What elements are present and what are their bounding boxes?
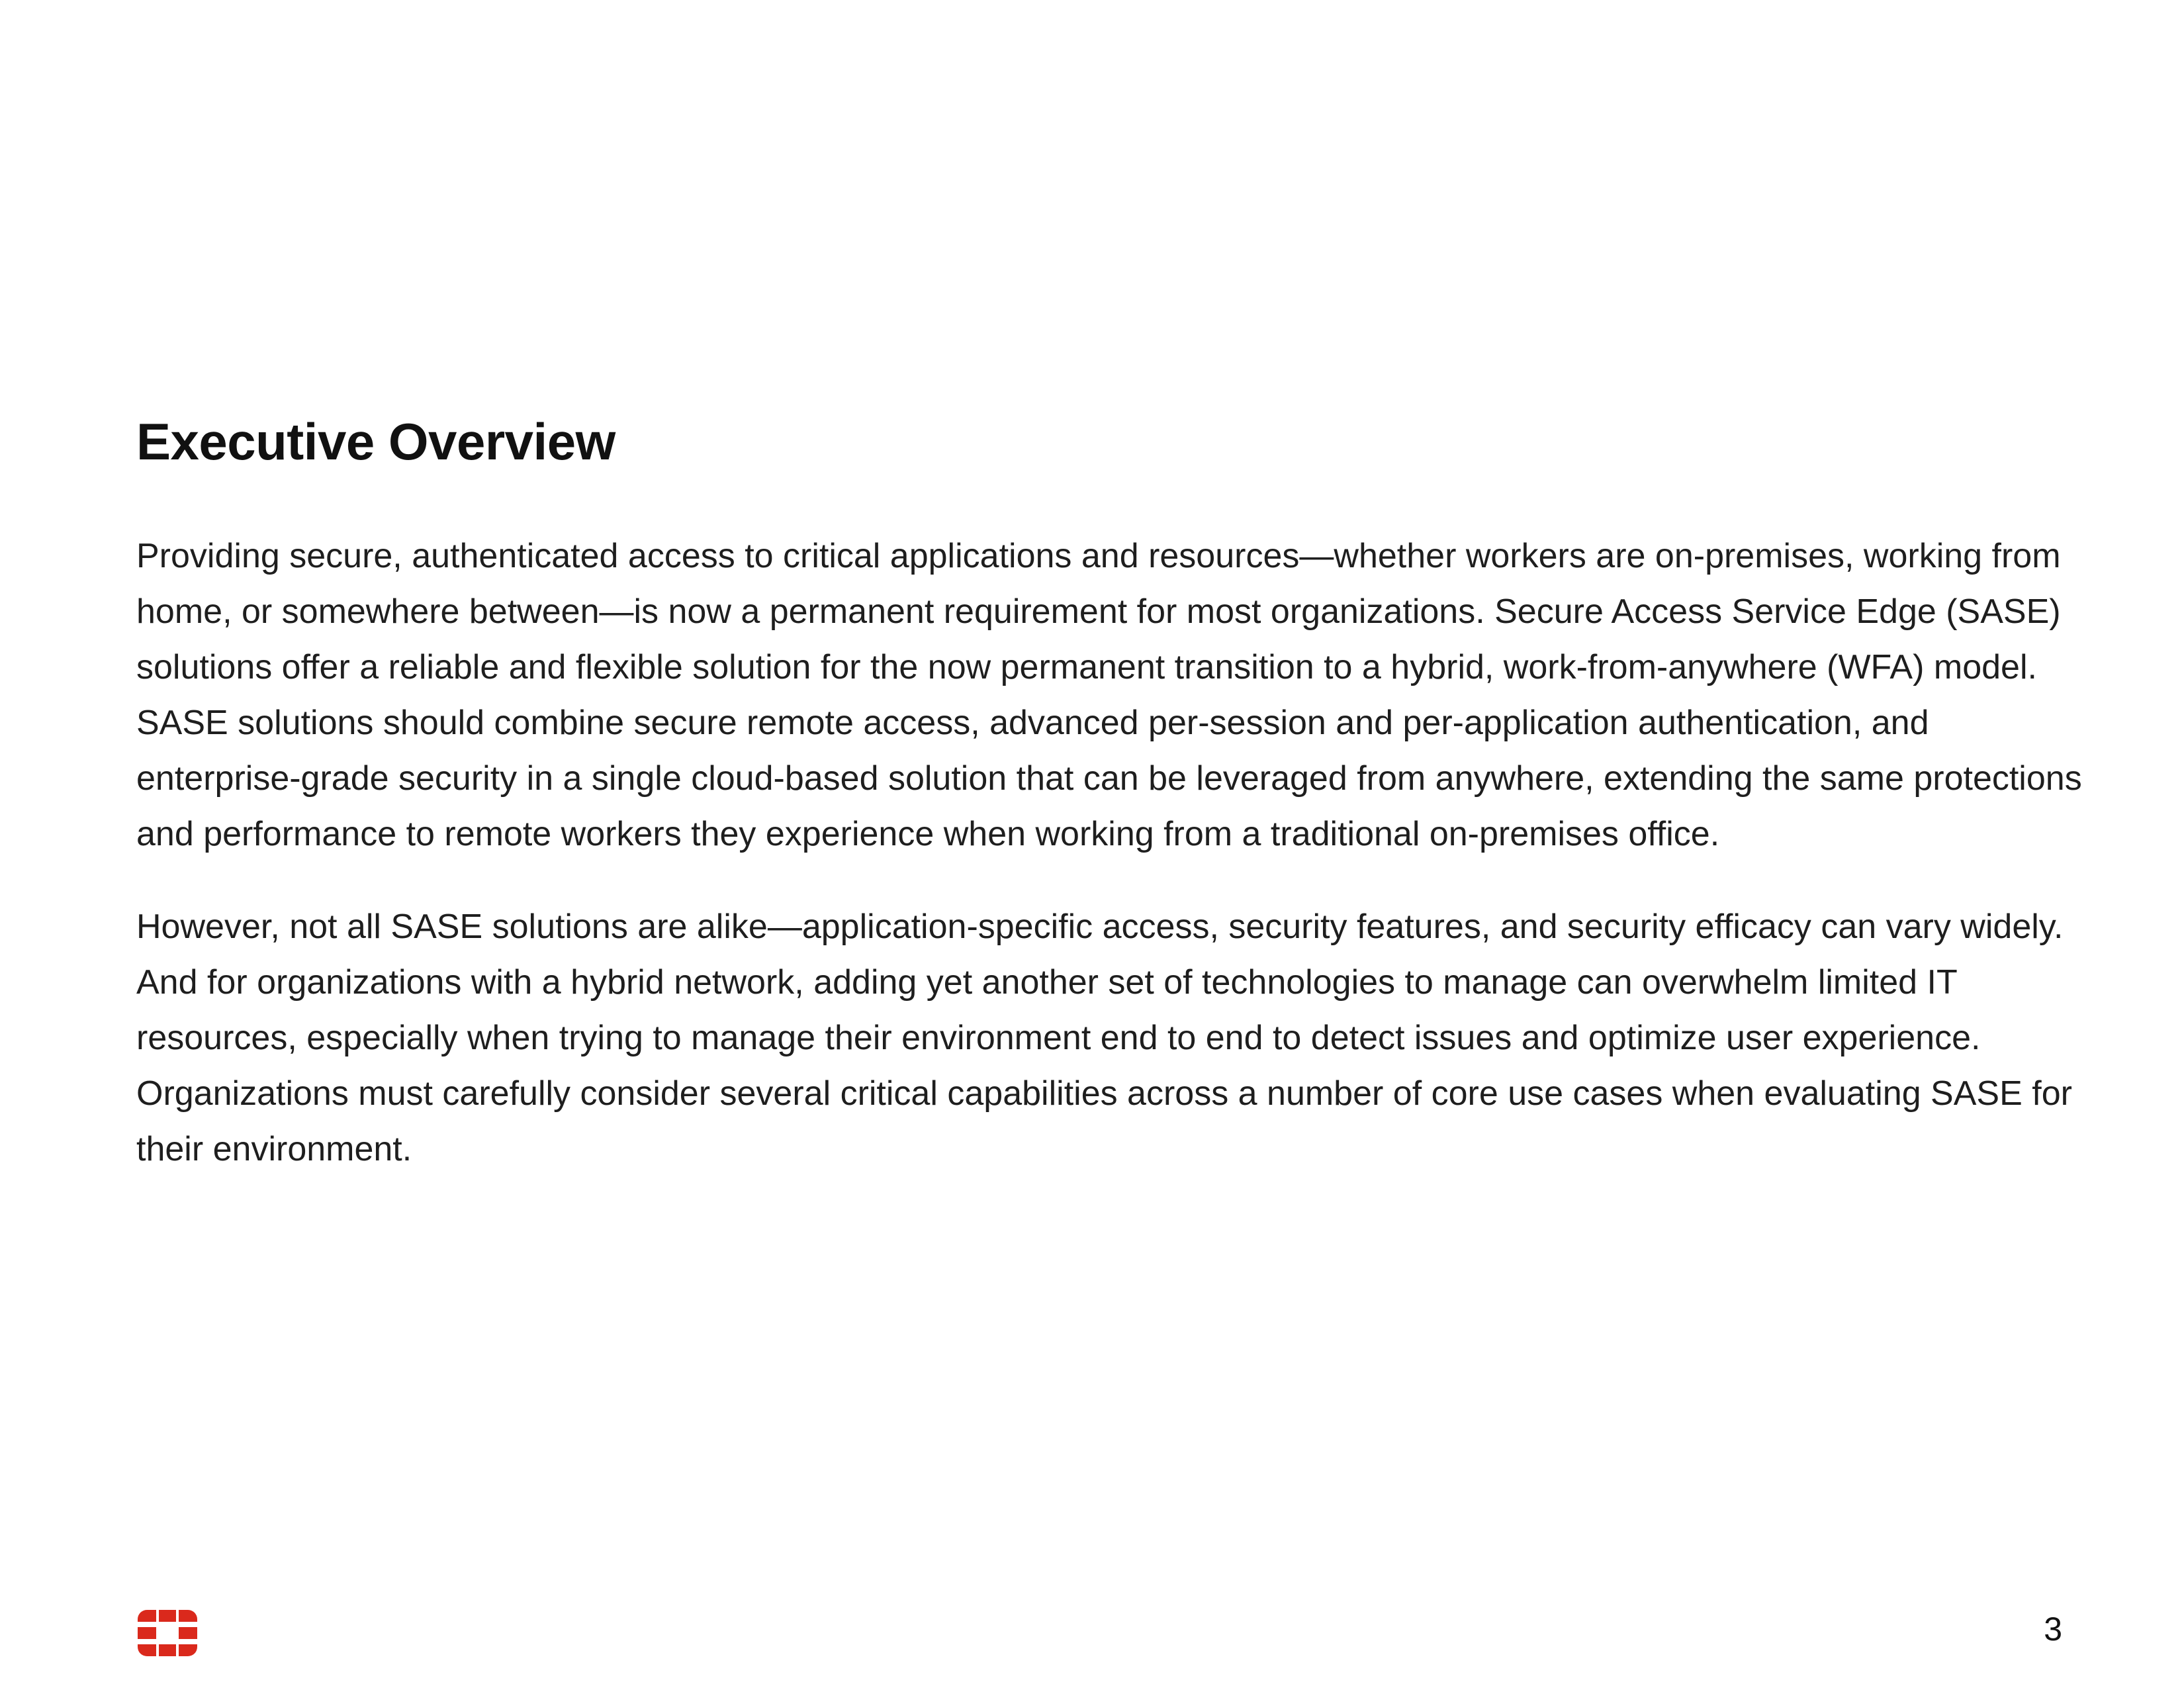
- page-number: 3: [2044, 1611, 2062, 1648]
- fortinet-logo-icon: [136, 1610, 199, 1656]
- paragraph-intro: Providing secure, authenticated access to critical applications and resources—whether workers are on-premises, working from home, or somewhere between—is now a permanent requirement for most organizations. Secure Access Service Edge (SASE) solutions offer a reliable and flexible solution for the now permanent transition to a hybrid, work-from-anywhere (WFA) model. SASE solutions should combine secure remote access, advanced per-session and per-application authentication, and enterprise-grade security in a single cloud-based solution that can be leveraged from anywhere, extending the same protections and performance to remote workers they experience when working from a traditional on-premises office.: [136, 537, 2082, 853]
- document-body: [136, 412, 2082, 1177]
- paragraph-considerations: However, not all SASE solutions are alike—application-specific access, security features, and security efficacy can vary widely. And for organizations with a hybrid network, adding yet another set of technologies to manage can overwhelm limited IT resources, especially when trying to manage their environment end to end to detect issues and optimize user experience. Organizations must carefully consider several critical capabilities across a number of core use cases when evaluating SASE for their environment.: [136, 908, 2072, 1168]
- page-title: Executive Overview: [136, 412, 615, 471]
